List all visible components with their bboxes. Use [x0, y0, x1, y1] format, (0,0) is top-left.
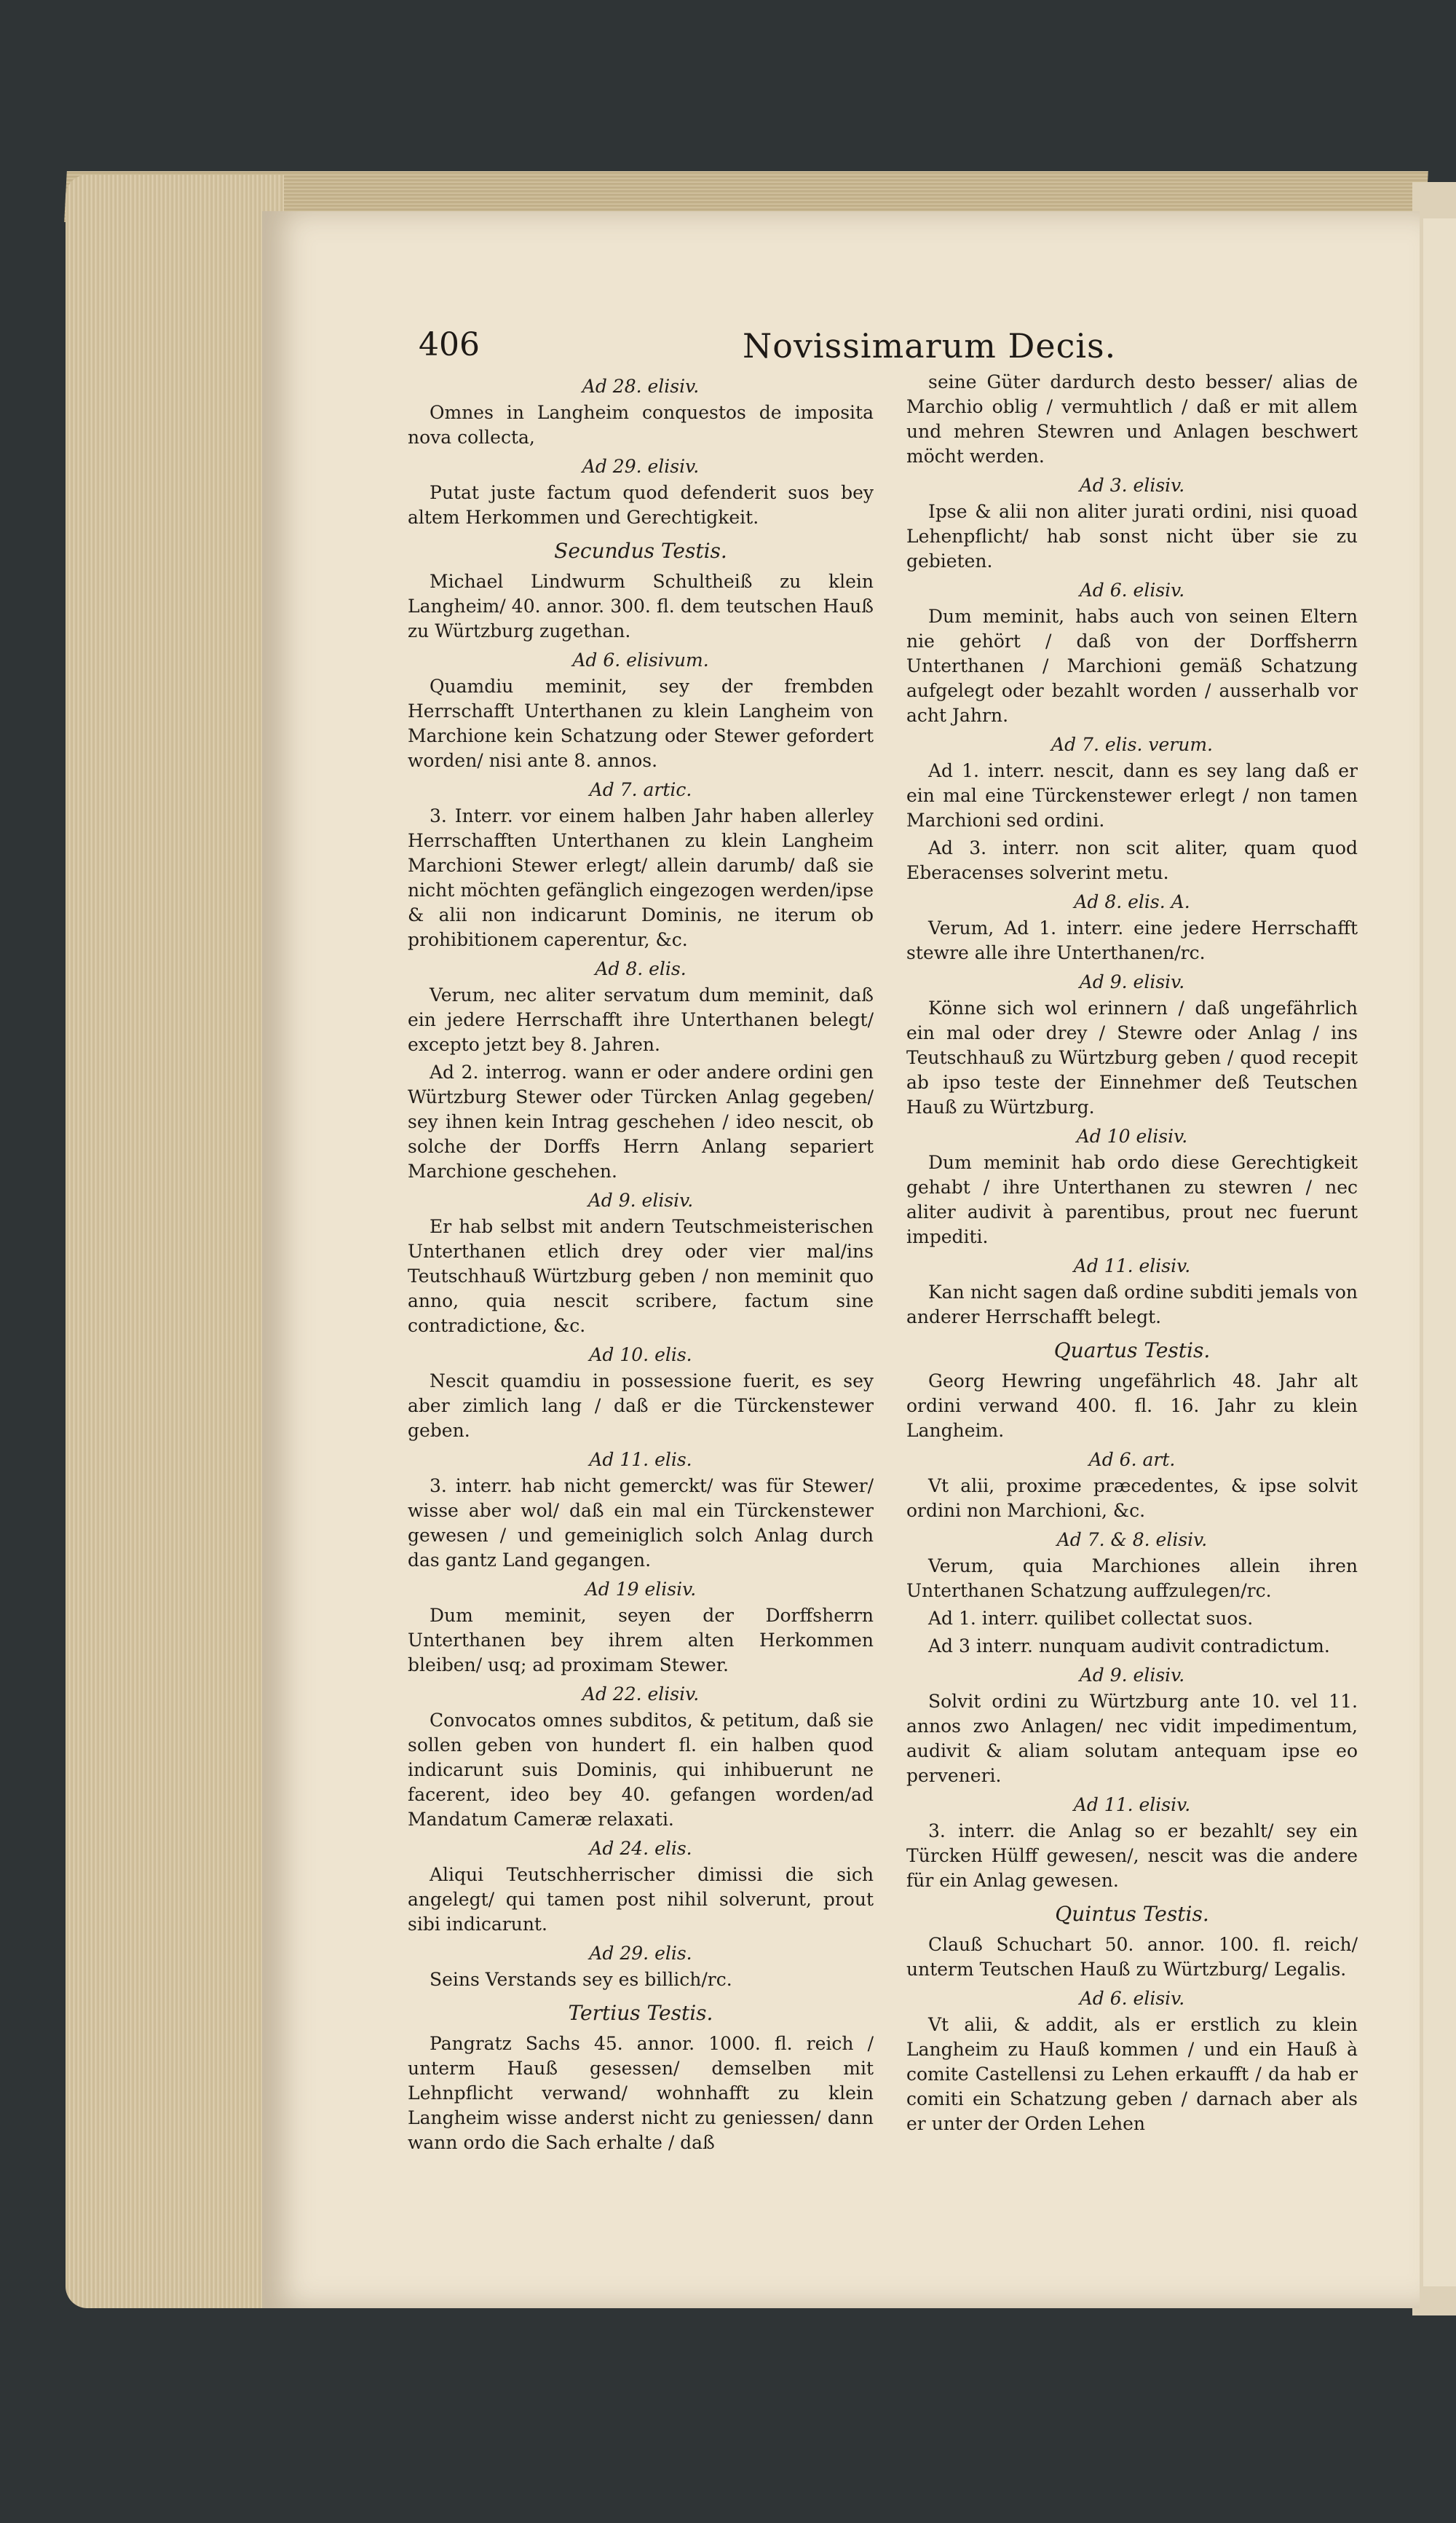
paragraph: Könne sich wol erinnern / daß ungefährlich ein mal oder drey / Stewre oder Anlag / ins Teutschhauß zu Würtzburg geben / quod recepit ab ipso teste der Einnehmer deß Teutschen Hauß zu Würtzburg. [906, 998, 1358, 1118]
witness-title: Secundus Testis. [554, 539, 727, 563]
section-heading: Ad 6. art. [1088, 1449, 1176, 1470]
book-fore-edge [66, 175, 284, 2308]
section-heading: Ad 9. elisiv. [1079, 971, 1185, 992]
paragraph: 3. interr. die Anlag so er bezahlt/ sey ein Türcken Hülff gewesen/, nescit was die andere für ein Anlag gewesen. [906, 1820, 1358, 1891]
paragraph: Nescit quamdiu in possessione fuerit, es sey aber zimlich lang / daß er die Türckenstewer geben. [408, 1370, 874, 1441]
section-heading: Ad 9. elisiv. [1079, 1665, 1185, 1686]
paragraph: 3. Interr. vor einem halben Jahr haben allerley Herrschafften Unterthanen zu klein Langheim Marchioni Stewer erlegt/ allein darumb/ daß sie nicht möchten gefänglich eingezogen werden/ipse & alii non indicarunt Dominis, ne iterum ob prohibitionem caperentur, &c. [408, 805, 874, 950]
section-heading: Ad 8. elis. [595, 958, 687, 979]
paragraph: Verum, nec aliter servatum dum meminit, daß ein jedere Herrschafft ihre Unterthanen belegt/ excepto jetzt bey 8. Jahren. [408, 984, 874, 1055]
paragraph: Ad 2. interrog. wann er oder andere ordini gen Würtzburg Stewer oder Türcken Anlag gegeben/ sey ihnen kein Intrag geschehen / ideo nescit, ob solche der Dorffs Herrn Anlang separiert Marchione geschehen. [408, 1062, 874, 1182]
paragraph: Ad 1. interr. nescit, dann es sey lang daß er ein mal eine Türckenstewer erlegt / non tamen Marchioni sed ordini. [906, 760, 1358, 831]
right-text-column [906, 370, 1358, 2139]
paragraph: Michael Lindwurm Schultheiß zu klein Langheim/ 40. annor. 300. fl. dem teutschen Hauß zu Würtzburg zugethan. [408, 571, 874, 641]
paragraph: Kan nicht sagen daß ordine subditi jemals von anderer Herrschafft belegt. [906, 1282, 1358, 1327]
page-number: 406 [419, 326, 480, 363]
paragraph: Georg Hewring ungefährlich 48. Jahr alt ordini verwand 400. fl. 16. Jahr zu klein Langheim. [906, 1370, 1358, 1441]
paragraph: Verum, quia Marchiones allein ihren Unterthanen Schatzung auffzulegen/rc. [906, 1555, 1358, 1601]
section-heading: Ad 24. elis. [589, 1838, 692, 1859]
section-heading: Ad 7. & 8. elisiv. [1056, 1529, 1208, 1550]
paragraph: Convocatos omnes subditos, & petitum, daß sie sollen geben von hundert fl. ein halben quod indicarunt suis Dominis, qui inhibuerunt ne facerent, ideo bey 40. gefangen worden/ad Mandatum Cameræ relaxati. [408, 1710, 874, 1830]
section-heading: Ad 28. elisiv. [582, 376, 700, 397]
paragraph: Seins Verstands sey es billich/rc. [430, 1969, 732, 1990]
paragraph: Dum meminit, seyen der Dorffsherrn Unterthanen bey ihrem alten Herkommen bleiben/ usq; ad proximam Stewer. [408, 1605, 874, 1675]
section-heading: Ad 9. elisiv. [587, 1190, 694, 1211]
paragraph: 3. interr. hab nicht gemerckt/ was für Stewer/ wisse aber wol/ daß ein mal ein Türckenstewer gewesen / und gemeiniglich solch Anlag durch das gantz Land gegangen. [408, 1475, 874, 1571]
section-heading: Ad 19 elisiv. [585, 1579, 697, 1600]
witness-title: Quartus Testis. [1053, 1338, 1211, 1362]
section-heading: Ad 29. elis. [589, 1943, 692, 1964]
paragraph: Ad 1. interr. quilibet collectat suos. [928, 1608, 1254, 1629]
paragraph: Ad 3 interr. nunquam audivit contradictum. [928, 1635, 1330, 1657]
section-heading: Ad 10. elis. [589, 1344, 692, 1365]
section-heading: Ad 11. elisiv. [1073, 1255, 1191, 1276]
section-heading: Ad 7. elis. verum. [1051, 734, 1213, 755]
paragraph: Verum, Ad 1. interr. eine jedere Herrschafft stewre alle ihre Unterthanen/rc. [906, 917, 1358, 963]
paragraph: Putat juste factum quod defenderit suos bey altem Herkommen und Gerechtigkeit. [408, 482, 874, 528]
running-title: Novissimarum Decis. [743, 326, 1117, 366]
paragraph: Ad 3. interr. non scit aliter, quam quod Eberacenses solverint metu. [906, 837, 1358, 883]
section-heading: Ad 6. elisivum. [572, 649, 709, 671]
paragraph: Dum meminit hab ordo diese Gerechtigkeit gehabt / ihre Unterthanen zu stewren / nec aliter audivit à parentibus, prout nec fuerunt impediti. [906, 1152, 1358, 1247]
section-heading: Ad 11. elisiv. [1073, 1794, 1191, 1815]
paragraph: Pangratz Sachs 45. annor. 1000. fl. reich / unterm Hauß gesessen/ demselben mit Lehnpflicht verwand/ wohnhafft zu klein Langheim wisse anderst nicht zu geniessen/ dann wann ordo die Sach erhalte / daß [408, 2033, 874, 2153]
paragraph: Aliqui Teutschherrischer dimissi die sich angelegt/ qui tamen post nihil solverunt, prout sibi indicarunt. [408, 1864, 874, 1935]
page-header [419, 326, 1365, 370]
paragraph: Er hab selbst mit andern Teutschmeisterischen Unterthanen etlich drey oder vier mal/ins Teutschhauß Würtzburg geben / non meminit quo anno, quia nescit scribere, factum sine contradictione, &c. [408, 1216, 874, 1336]
section-heading: Ad 6. elisiv. [1079, 1988, 1185, 2009]
paragraph: Solvit ordini zu Würtzburg ante 10. vel 11. annos zwo Anlagen/ nec vidit impedimentum, audivit & aliam solutam antequam ipse eo perveneri. [906, 1691, 1358, 1786]
paragraph: Quamdiu meminit, sey der frembden Herrschafft Unterthanen zu klein Langheim von Marchione kein Schatzung oder Stewer gefordert worden/ nisi ante 8. annos. [408, 676, 874, 771]
section-heading: Ad 22. elisiv. [582, 1683, 700, 1705]
left-text-column [408, 370, 874, 2158]
facing-page-strip [1423, 218, 1456, 2286]
paragraph: Vt alii, proxime præcedentes, & ipse solvit ordini non Marchioni, &c. [906, 1475, 1358, 1521]
witness-title: Quintus Testis. [1055, 1902, 1209, 1926]
paragraph: Vt alii, & addit, als er erstlich zu klein Langheim zu Hauß kommen / und ein Hauß à comite Castellensi zu Lehen erkaufft / da hab er comiti ein Schatzung geben / darnach aber als er unter der Orden Lehen [906, 2014, 1358, 2134]
section-heading: Ad 7. artic. [589, 779, 692, 800]
paragraph: Dum meminit, habs auch von seinen Eltern nie gehört / daß von der Dorffsherrn Unterthanen / Marchioni gemäß Schatzung aufgelegt oder bezahlt worden / ausserhalb vor acht Jahrn. [906, 606, 1358, 726]
paragraph: Ipse & alii non aliter jurati ordini, nisi quoad Lehenpflicht/ hab sonst nicht über sie zu gebieten. [906, 501, 1358, 572]
witness-title: Tertius Testis. [568, 2001, 713, 2025]
section-heading: Ad 10 elisiv. [1076, 1126, 1188, 1147]
paragraph: seine Güter dardurch desto besser/ alias de Marchio oblig / vermuhtlich / daß er mit allem und mehren Stewren und Anlagen beschwert möcht werden. [906, 371, 1358, 467]
section-heading: Ad 29. elisiv. [582, 456, 700, 477]
section-heading: Ad 3. elisiv. [1079, 475, 1185, 496]
paragraph: Omnes in Langheim conquestos de imposita nova collecta, [408, 402, 874, 448]
section-heading: Ad 6. elisiv. [1079, 580, 1185, 601]
paragraph: Clauß Schuchart 50. annor. 100. fl. reich/ unterm Teutschen Hauß zu Würtzburg/ Legalis. [906, 1934, 1358, 1980]
section-heading: Ad 8. elis. A. [1074, 891, 1190, 912]
section-heading: Ad 11. elis. [589, 1449, 692, 1470]
